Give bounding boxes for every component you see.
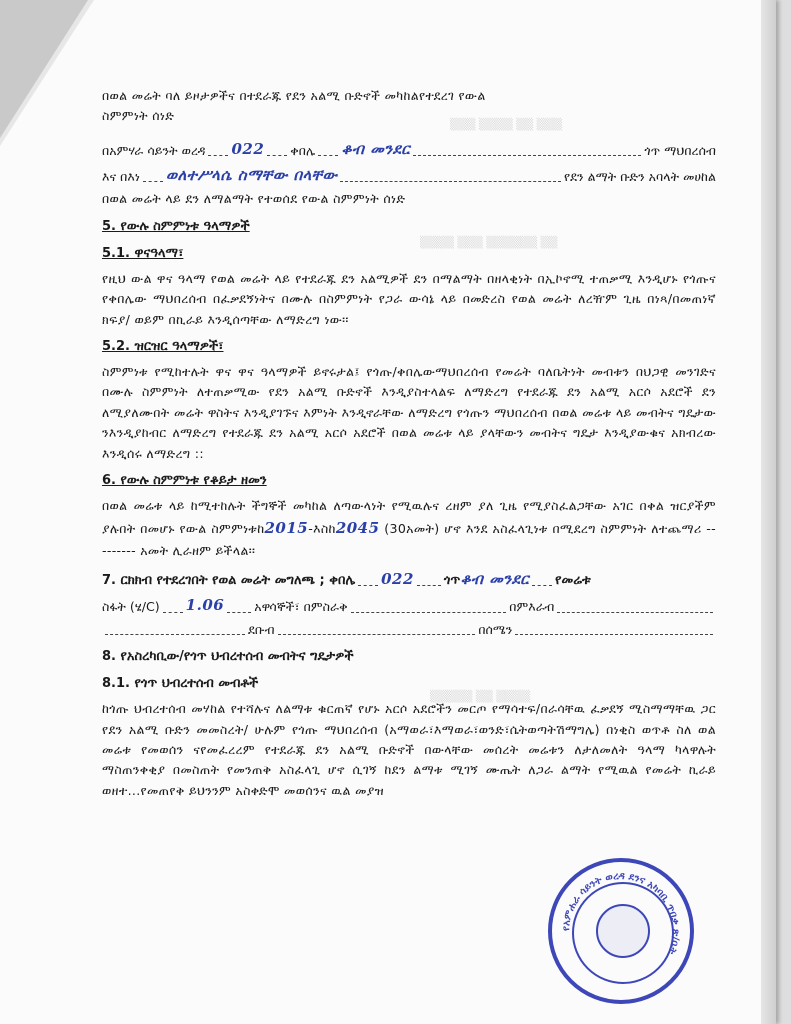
section-6-heading: 6. የውሉ ስምምነቱ የቆይታ ዘመን [102, 473, 267, 489]
neighbors-east-label: አዋሳኞች፣ በምስራቅ [254, 599, 348, 615]
year-to-handwritten: 2045 [335, 519, 380, 538]
kebele-handwritten: 022 [231, 139, 265, 158]
area-label: ስፋት (ሄ/C) [102, 599, 160, 615]
got-handwritten: ቆብ መንደር [341, 139, 411, 158]
page-edge [761, 0, 776, 1024]
section-7-area-row [102, 593, 716, 617]
south-label: ደቡብ [248, 621, 275, 637]
stamp-text: የአምሐራ ሳይንት ወረዳ ደንና አካባቢ ጥበቃ ጽ/ቤት [560, 870, 682, 956]
section-5-heading: 5. የውሉ ስምምነቱ ዓላማዎች [102, 218, 250, 234]
svg-text:የአምሐራ ሳይንት ወረዳ ደንና አካባቢ ጥበቃ ጽ/ [561, 871, 681, 956]
group-prefix-label: እና በእነ [102, 168, 140, 184]
section-6-text: በወል መሬቱ ላይ ከሚተከሉት ችግኞች መካከል ለጣውላነት የሚዉሉና ረዘም ያለ ጊዜ የሚያስፈልጋቸው አገር በቀል ዝርያችም ያሉበት በመሆኑ የውል ስምምነቱከ2015-እስከ2045 (30አመት) ሆኖ እንደ አስፈላጊነቱ በሚደረግ ስምምነት ለተጨማሪ --------- አመት ሊራዘም ይችላል፡፡ [102, 498, 716, 558]
kebele-label: ቀበሌ [290, 142, 316, 158]
section-7-got-handwritten: ቆብ መንደር [460, 570, 530, 589]
section-8-heading: 8. የአስረካቢው/የጎጥ ህብረተሰብ መብትና ግዴታዎች [102, 649, 354, 665]
bleed-through: ▒▒▒▒▒ ▒▒ ▒▒▒▒ [430, 690, 531, 703]
bleed-through: ▒▒▒ ▒▒▒▒ ▒▒ ▒▒▒ [450, 118, 563, 131]
title-line-1: በወል መሬት ባለ ይዞታዎችና በተደራጁ የደን አልሚ ቡድኖች መካከልየተደረገ የውል [102, 88, 486, 103]
parties-line-1 [102, 137, 716, 161]
west-label: በምእራብ [509, 599, 555, 615]
section-7-heading: 7. ርክክብ የተደረገበት የወል መሬት መግለጫ ; ቀበሌ 022 ጎጥ ቆብ መንደር የመሬቱ [102, 567, 716, 591]
document-title [102, 86, 716, 127]
woreda-label: በአምሃራ ሳይንት ወረዳ [102, 142, 206, 158]
community-label: ጎጥ ማህበረሰብ [644, 142, 716, 158]
section-8-1-heading: 8.1. የጎጥ ህብረተሰብ መብቶች [102, 676, 259, 692]
stamp-ring-text [552, 862, 690, 1000]
section-5-1-text: የዚህ ውል ዋና ዓላማ የወል መሬት ላይ የተደራጁ ደን አልሚዎች ደን በማልማት በዘላቂነት በኢኮኖሚ ተጠቃሚ እንዲሆኑ የጎጡና የቀበሌው ማህበረሰብ በፈቃደኝነትና በሙሉ በስምምነት የጋራ ውሳኔ ላይ በመድረስ የወል መሬት ለረዥም ጊዜ በነጻ/በመጠነኛ ክፍያ/ ወይም በኪራይ እንዲሰጣቸው ለማድረግ ነው፡፡ [102, 270, 716, 327]
bleed-through: ▒▒▒▒ ▒▒▒ ▒▒▒▒▒▒ ▒▒ [420, 236, 558, 249]
parties-line-2 [102, 163, 716, 187]
year-from-handwritten: 2015 [264, 519, 309, 538]
section-5-2-text: ስምምነቱ የሚከተሉት ዋና ዋና ዓላማዎች ይኖሩታል፤ የጎጡ/ቀበሌውማህበረሰብ የመሬት ባለቤትነት መብቱን በህጋዊ መንገድና በሙሉ ስምምነት ለተጠቃሚው የደን አልሚ ቡድኖች እንዲያስተላልፍ ለማድረግ የተደራጁ ደን አልሚ አርሶ አደሮች ደን ለሚያለሙበት መሬት ዋስትና እንዲያገኙና እምነት እንዲኖራቸው ለማድረግ የጎጡን ማህበረሰብ በወል መሬቱ ላይ መብትና ግዴታው ንእንዲያከብር ለማድረግ የተደራጁ ደን አልሚ አርሶ አደሮች በወል መሬቱ ላይ ያላቸውን መብትና ግዴታ እንዲያውቁና አክብረው እንዲሰሩ ለማድረግ :: [102, 364, 716, 461]
north-label: በሰሜን [478, 621, 513, 637]
folded-corner [0, 0, 88, 138]
group-suffix-label: የደን ልማት ቡድን አባላት መሀከል [564, 168, 716, 184]
group-name-handwritten: ወለተሥላሴ ስማቸው በላቸው [165, 166, 338, 185]
section-7-sides-row [102, 620, 716, 640]
official-stamp [548, 858, 694, 1004]
title-line-2: ስምምነት ሰነድ [102, 108, 175, 124]
section-5-2-heading: 5.2. ዝርዝር ዓላማዎች፣ [102, 339, 224, 355]
section-7-kebele-handwritten: 022 [381, 570, 414, 589]
parties-line-3: በወል መሬት ላይ ደን ለማልማት የተወሰደ የውል ስምምነት ሰነድ [102, 191, 406, 207]
document-body [102, 86, 716, 807]
section-8-1-text: ከጎጡ ህብረተሰብ መሃከል የተሻሉና ለልማቱ ቁርጠኛ የሆኑ አርሶ አደሮችን መርጦ የማሳተፍ/በራሳቸዉ ፈቃደኝ ሚስማማቸዉ ጋር የደን አልሚ ቡድን መመስረት/ ሁሉም የጎጡ ማህበረሰብ (አማወራ፣እማወራ፣ወንድ፣ሴትወጣትሽማግሌ) በነቂስ ወጥቶ ስለ ወል መሬቱ የመወሰን ናየመፈረረም የተደራጁ ደን አልሚ ቡድኖች በውላቸው መሰረት መሬቱን ለታለመለት ዓላማ ካላዋሉት ማስጠንቀቂያ በመስጠት የመንጠቅ አስፈላጊ ሆኖ ሲገኝ ከደን ልማቱ ሚገኝ ሙጤት ለጋራ ልማት የሚዉል የመሬት ኪራይ ወዘተ...የመጠየቅ ይህንንም አስቀድሞ መወሰንና ዉል መያዝ [102, 701, 716, 798]
section-5-1-heading: 5.1. ዋናዓላማ፣ [102, 245, 184, 261]
area-handwritten: 1.06 [185, 596, 225, 615]
